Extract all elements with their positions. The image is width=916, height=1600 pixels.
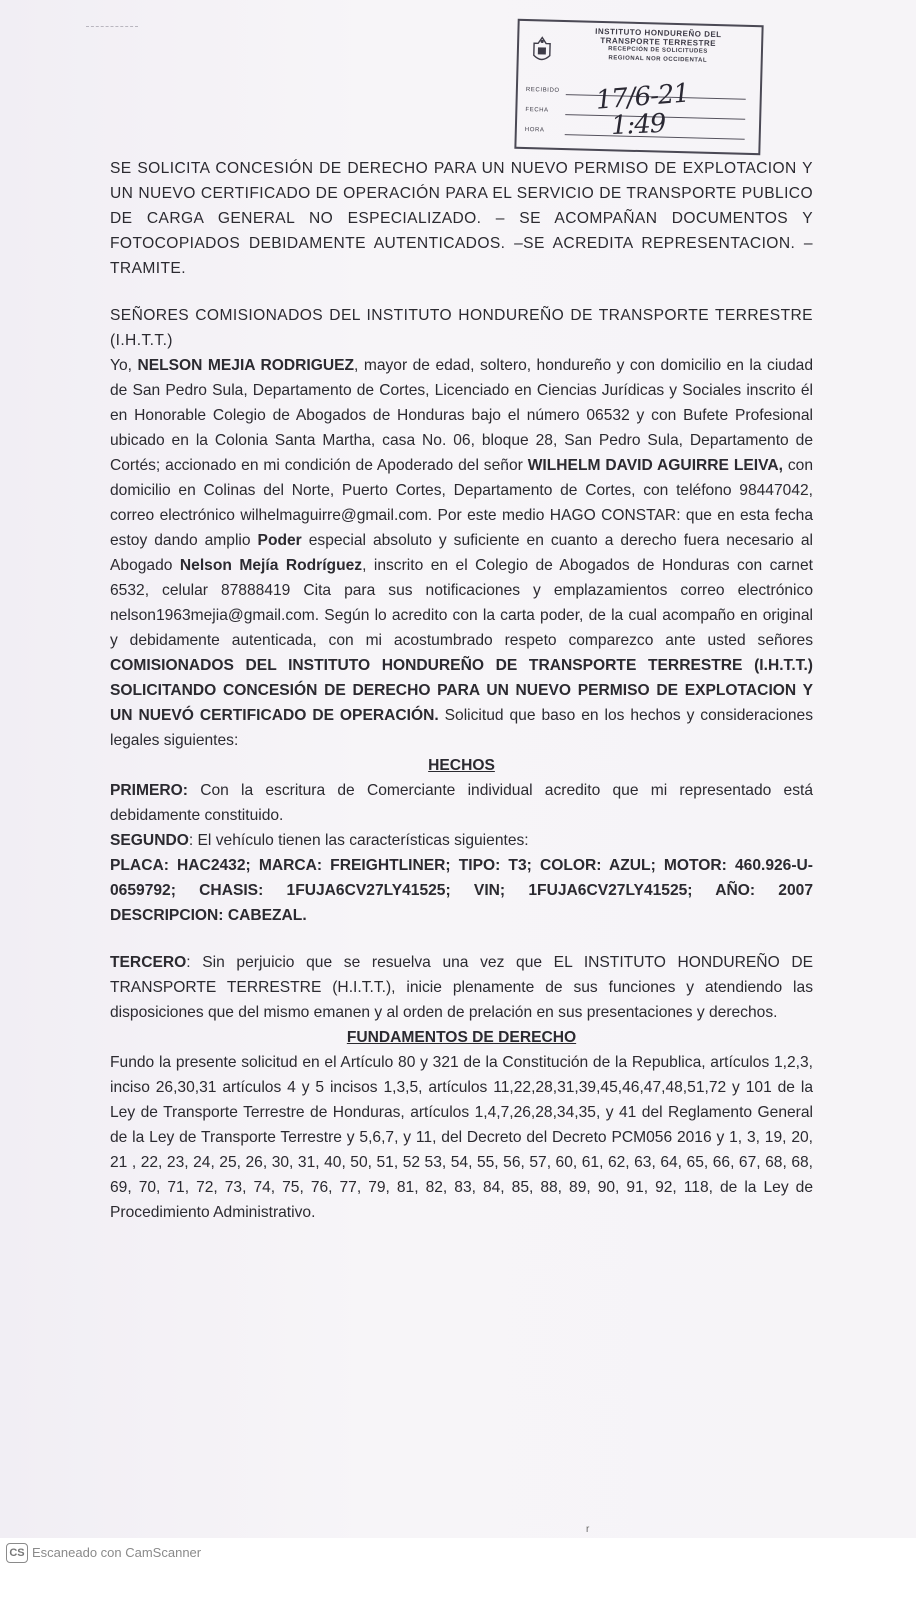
vehicle-details: PLACA: HAC2432; MARCA: FREIGHTLINER; TIPO: T3; COLOR: AZUL; MOTOR: 460.926-U-0659792; CHASIS: 1FUJA6CV27LY41525; VIN; 1FUJA6CV27LY41525; AÑO: 2007 DESCRIPCION: CABEZAL. xyxy=(110,857,813,924)
camscanner-logo-icon: CS xyxy=(6,1543,28,1563)
fundamentos-paragraph: Fundo la presente solicitud en el Artículo 80 y 321 de la Constitución de la Republica, artículos 1,2,3, inciso 26,30,31 artículos 4 y 5 incisos 1,3,5, artículos 11,22,28,31,39,45,46,47,48,51,72 y 101 de la Ley de Transporte Terrestre de Honduras, artículos 1,4,7,26,28,34,35, y 41 del Reglamento General de la Ley de Transporte Terrestre y 5,6,7, y 11, del Decreto del Decreto PCM056 2016 y 1, 3, 19, 20, 21 , 22, 23, 24, 25, 26, 30, 31, 40, 50, 51, 52 53, 54, 55, 56, 57, 60, 61, 62, 63, 64, 65, 66, 67, 68, 68, 69, 70, 71, 72, 73, 74, 75, 76, 77, 79, 81, 82, 83, 84, 85, 88, 89, 90, 91, 92, 118, de la Ley de Procedimiento Administrativo. xyxy=(110,1054,813,1221)
tercero-paragraph: TERCERO: Sin perjuicio que se resuelva una vez que EL INSTITUTO HONDUREÑO DE TRANSPORTE TERRESTRE (H.I.T.T.), inicie plenamente de sus funciones y atendiendo las disposiciones que del mismo emanen y al orden de prelación en sus presentaciones y derechos. xyxy=(110,954,813,1021)
request-bold: COMISIONADOS DEL INSTITUTO HONDUREÑO DE TRANSPORTE TERRESTRE (I.H.T.T.) SOLICITANDO CONCESIÓN DE DERECHO PARA UN NUEVO PERMISO DE EXPLOTACION Y UN NUEVÓ CERTIFICADO DE OPERACIÓN. xyxy=(110,657,813,724)
segundo-paragraph: SEGUNDO: El vehículo tienen las características siguientes: xyxy=(110,832,529,849)
addressee: SEÑORES COMISIONADOS DEL INSTITUTO HONDUREÑO DE TRANSPORTE TERRESTRE (I.H.T.T.) xyxy=(110,307,813,349)
stamp-header: INSTITUTO HONDUREÑO DEL TRANSPORTE TERRESTRE RECEPCIÓN DE SOLICITUDES REGIONAL NOR OCCIDENTAL xyxy=(595,26,722,64)
stamp-hora-label: HORA xyxy=(524,127,545,134)
document-body xyxy=(110,156,813,1225)
summary-heading: SE SOLICITA CONCESIÓN DE DERECHO PARA UN NUEVO PERMISO DE EXPLOTACION Y UN NUEVO CERTIFICADO DE OPERACIÓN PARA EL SERVICIO DE TRANSPORTE PUBLICO DE CARGA GENERAL NO ESPECIALIZADO. – SE ACOMPAÑAN DOCUMENTOS Y FOTOCOPIADOS DEBIDAMENTE AUTENTICADOS. –SE ACREDITA REPRESENTACION. –TRAMITE. xyxy=(110,160,813,277)
stamp-handwritten-date: 17/6-21 xyxy=(594,78,691,116)
hechos-heading: HECHOS xyxy=(428,757,495,774)
page-mark: r xyxy=(586,1524,590,1535)
stamp-fecha-label: FECHA xyxy=(525,107,549,114)
primero-paragraph: PRIMERO: Con la escritura de Comerciante individual acredito que mi representado está debidamente constituido. xyxy=(110,782,813,824)
attorney-name: NELSON MEJIA RODRIGUEZ xyxy=(137,357,355,374)
scan-artifact xyxy=(86,26,138,28)
camscanner-text: Escaneado con CamScanner xyxy=(32,1545,202,1560)
fundamentos-heading: FUNDAMENTOS DE DERECHO xyxy=(346,1029,577,1046)
intro-paragraph: Yo, NELSON MEJIA RODRIGUEZ, mayor de edad, soltero, hondureño y con domicilio en la ciudad de San Pedro Sula, Departamento de Cortes, Licenciado en Ciencias Jurídicas y Sociales inscrito él en Honorable Colegio de Abogados de Honduras bajo el número 06532 y con Bufete Profesional ubicado en la Colonia Santa Martha, casa No. 06, bloque 28, San Pedro Sula, Departamento de Cortés; accionado en mi condición de Apoderado del señor WILHELM DAVID AGUIRRE LEIVA, con domicilio en Colinas del Norte, Puerto Cortes, Departamento de Cortes, con teléfono 98447042, correo electrónico wilhelmaguirre@gmail.com. Por este medio HAGO CONSTAR: que en esta fecha estoy dando amplio Poder especial absoluto y suficiente en cuanto a derecho fuera necesario al Abogado Nelson Mejía Rodríguez, inscrito en el Colegio de Abogados de Honduras con carnet 6532, celular 87888419 Cita para sus notificaciones y emplazamientos correo electrónico nelson1963mejia@gmail.com. Según lo acredito con la carta poder, de la cual acompaño en original y debidamente autenticada, con mi acostumbrado respeto comparezco ante usted señores COMISIONADOS DEL INSTITUTO HONDUREÑO DE TRANSPORTE TERRESTRE (I.H.T.T.) SOLICITANDO CONCESIÓN DE DERECHO PARA UN NUEVO PERMISO DE EXPLOTACION Y UN NUEVÓ CERTIFICADO DE OPERACIÓN. Solicitud que baso en los hechos y consideraciones legales siguientes: xyxy=(110,357,813,749)
stamp-handwritten-time: 1:49 xyxy=(610,108,667,142)
client-name: WILHELM DAVID AGUIRRE LEIVA, xyxy=(527,457,783,474)
camscanner-footer xyxy=(0,1538,916,1600)
coat-of-arms-icon xyxy=(531,35,554,66)
attorney-name-2: Nelson Mejía Rodríguez xyxy=(179,557,363,574)
reception-stamp xyxy=(514,19,763,155)
stamp-recibido-label: RECIBIDO xyxy=(525,87,560,94)
